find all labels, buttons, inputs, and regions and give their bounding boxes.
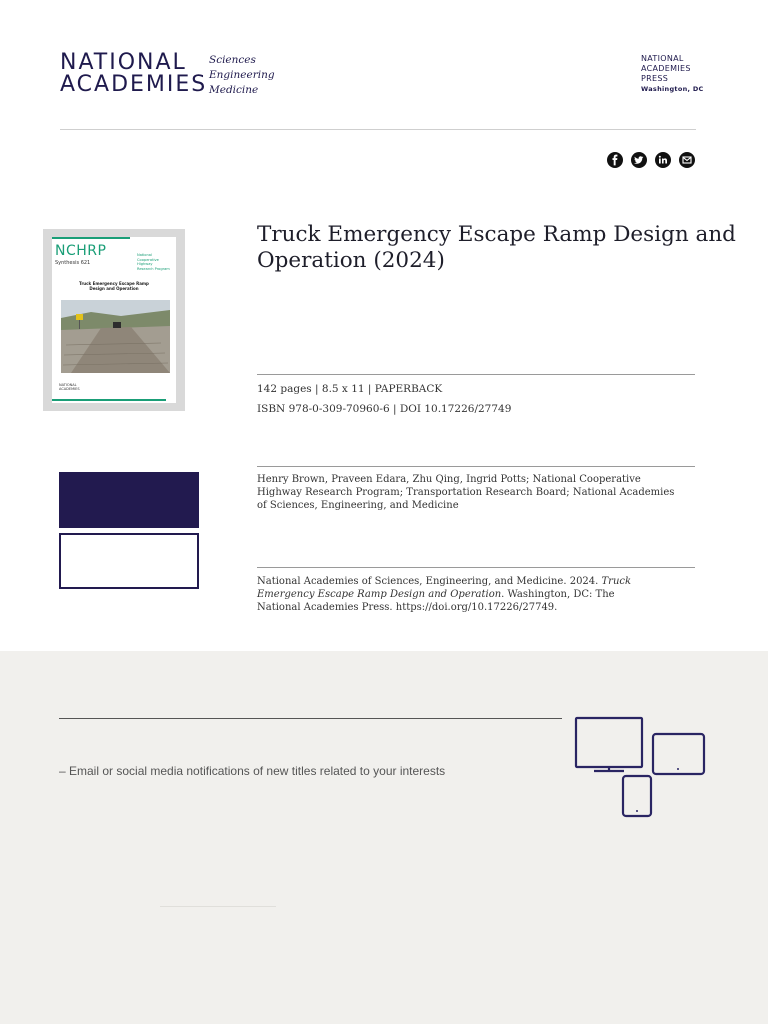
secondary-action-button[interactable] [59, 533, 199, 589]
cover-bottom-bar [52, 399, 166, 401]
facebook-icon[interactable] [607, 152, 623, 168]
press-line-1: NATIONAL [641, 54, 684, 63]
national-academies-logo[interactable] [60, 52, 207, 96]
promo-bullet: – Email or social media notifications of new titles related to your interests [59, 764, 446, 778]
cover-program-line: Highway [137, 262, 153, 266]
multi-device-icon [574, 716, 708, 820]
cover-program-line: Cooperative [137, 257, 159, 262]
book-isbn-doi: ISBN 978-0-309-70960-6 | DOI 10.17226/27749 [257, 403, 512, 415]
book-cover[interactable] [43, 229, 185, 411]
email-icon[interactable] [679, 152, 695, 168]
logo-subtitle [209, 53, 275, 98]
cover-top-bar [52, 237, 130, 239]
citation-suffix: . Washington, DC: The National Academies Press. https://doi.org/10.17226/27749. [257, 589, 615, 613]
nap-press-logo[interactable] [641, 54, 704, 94]
book-citation [257, 575, 637, 614]
cover-program-line: National [137, 253, 152, 257]
cover-program [137, 253, 170, 271]
cover-program-line: Research Program [137, 266, 170, 271]
logo-sub-sciences: Sciences [209, 54, 256, 66]
cover-brand: NCHRP [55, 243, 107, 259]
cover-publisher-line: NATIONAL [59, 383, 77, 387]
promo-band [0, 651, 768, 1024]
logo-line-1: NATIONAL [60, 50, 187, 75]
primary-action-button[interactable] [59, 472, 199, 528]
cover-publisher-line: ACADEMIES [59, 387, 80, 391]
details-divider-3 [257, 567, 695, 568]
press-line-2: ACADEMIES [641, 64, 691, 73]
press-city: Washington, DC [641, 85, 704, 93]
press-line-3: PRESS [641, 74, 669, 83]
header-divider [60, 129, 696, 130]
social-share-bar [607, 152, 695, 168]
book-pages-format: 142 pages | 8.5 x 11 | PAPERBACK [257, 383, 443, 395]
logo-line-2: ACADEMIES [60, 72, 208, 97]
faint-divider [160, 906, 276, 907]
cover-series: Synthesis 621 [55, 260, 91, 266]
citation-title: Truck Emergency Escape Ramp Design and Operation [257, 576, 632, 600]
citation-prefix: National Academies of Sciences, Engineering, and Medicine. 2024. [257, 576, 602, 587]
promo-divider [59, 718, 562, 719]
book-authors: Henry Brown, Praveen Edara, Zhu Qing, Ingrid Potts; National Cooperative Highway Research Program; Transportation Research Board; National Academies of Sciences, Engineering, and Medicine [257, 474, 675, 511]
cover-photo [61, 300, 170, 373]
twitter-icon[interactable] [631, 152, 647, 168]
cover-publisher [59, 383, 80, 391]
page-title: Truck Emergency Escape Ramp Design and Operation (2024) [257, 222, 736, 273]
logo-sub-engineering: Engineering [209, 69, 275, 81]
book-cover-image [52, 237, 176, 403]
linkedin-icon[interactable] [655, 152, 671, 168]
cover-title: Truck Emergency Escape Ramp Design and Operation [79, 281, 149, 291]
logo-sub-medicine: Medicine [209, 84, 259, 96]
details-divider-1 [257, 374, 695, 375]
details-divider-2 [257, 466, 695, 467]
